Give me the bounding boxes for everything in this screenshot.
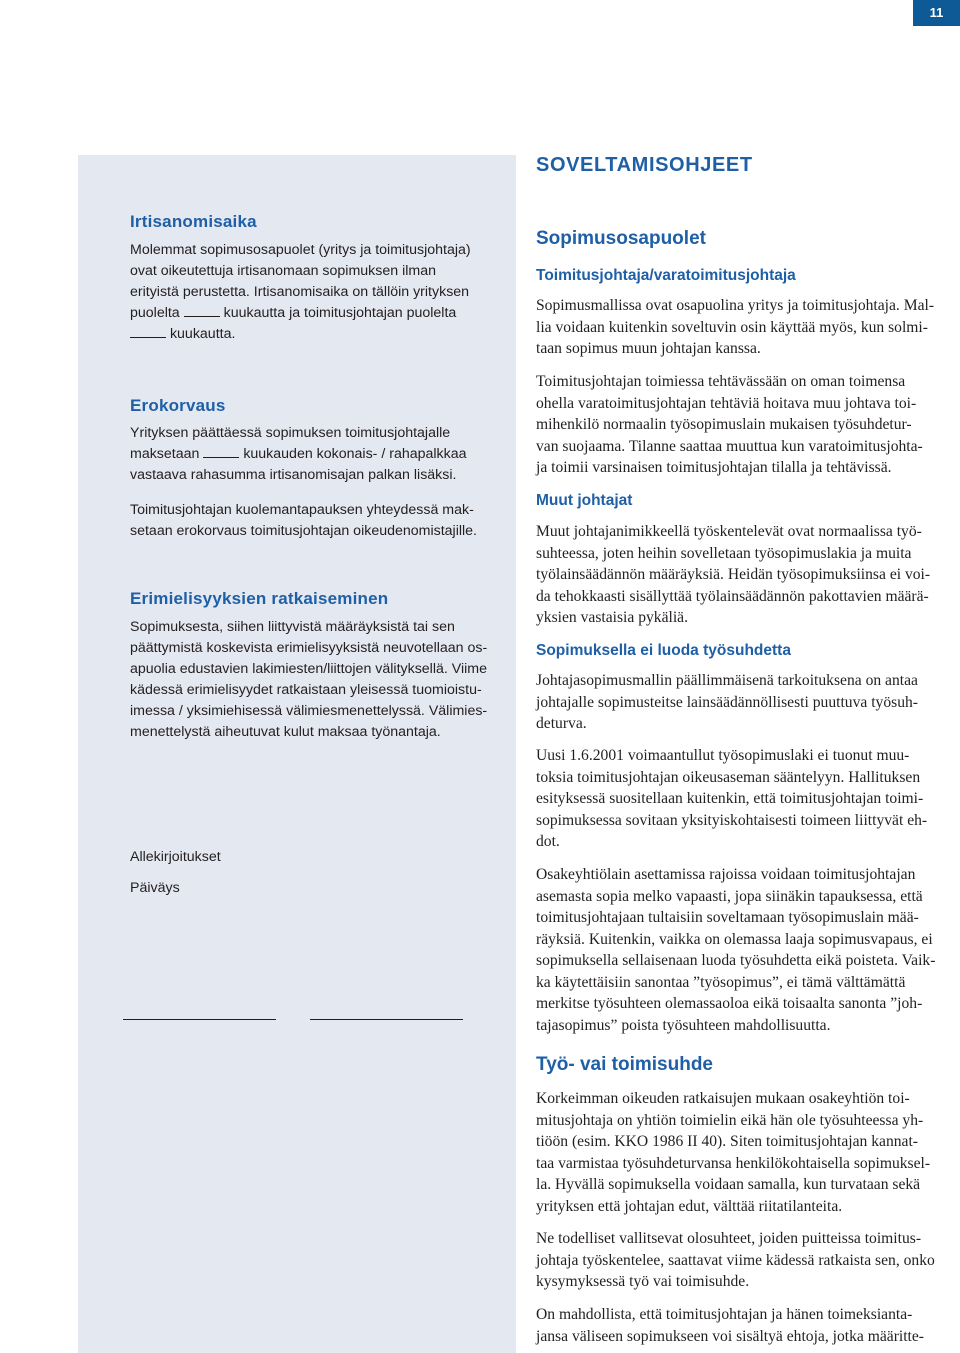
text-line: taa varmistaa työsuhdeturvansa henkilökohtaisella sopimuksel- (536, 1154, 931, 1172)
text-line: Muut johtajanimikkeellä työskentelevät ovat normaalissa työ- (536, 523, 922, 540)
text-fragment: kuukauden kokonais- / rahapalkkaa (243, 446, 467, 462)
text-fragment: kuukautta. (169, 326, 236, 342)
text-fragment: puolelta (130, 305, 180, 321)
text-line: taan sopimus muun johtajan kanssa. (536, 340, 761, 357)
text-line: mitusjohtaja on yhtiön toimielin eikä hän ole työsuhteessa yh- (536, 1111, 924, 1129)
blank-field-severance-months[interactable] (203, 445, 239, 458)
text-line: Uusi 1.6.2001 voimaantullut työsopimuslaki ei tuonut muu- (536, 747, 910, 764)
text-line: menettelystä aiheutuvat kulut maksaa työnantaja. (130, 724, 441, 740)
erokorvaus-heading: Erokorvaus (130, 396, 226, 415)
text-line: setaan erokorvaus toimitusjohtajan oikeudenomistajille. (130, 523, 477, 539)
text-line: Molemmat sopimusosapuolet (yritys ja toimitusjohtaja) (130, 242, 471, 258)
text-line: Johtajasopimusmallin päällimmäisenä tarkoituksena on antaa (536, 672, 918, 689)
paragraph-osakeyhtiolaki (536, 864, 960, 1036)
paragraph-tyosopimuslaki (536, 745, 960, 853)
paragraph-ehdot (536, 1304, 960, 1347)
text-line: räyksiä. Kuitenkin, vaikka on olemassa laaja sopimusvapaus, ei (536, 930, 933, 948)
text-line: kädessä erimielisyydet ratkaistaan yleisessä tuomioistu- (130, 682, 482, 698)
text-line: erityistä perustetta. Irtisanomisaika on tällöin yrityksen (130, 284, 470, 300)
irtisanomisaika-text (130, 240, 471, 345)
erokorvaus-text (130, 423, 467, 486)
paragraph-tarkoitus (536, 670, 960, 735)
paragraph-sopimusmalli (536, 295, 960, 360)
tyo-vai-toimisuhde-heading: Työ- vai toimisuhde (536, 1054, 714, 1075)
text-line: johtajalle sopimusteitse lainsäädännöllisesti puuttuva työsuh- (536, 693, 918, 711)
text-line: toksia toimitusjohtajan oikeusaseman sääntelyyn. Hallituksen (536, 768, 921, 786)
irtisanomisaika-heading: Irtisanomisaika (130, 212, 257, 231)
text-line: ja toimii varsinaisen toimitusjohtajan tilalla ja tehtävissä. (536, 459, 892, 476)
blank-field-ceo-months[interactable] (130, 325, 166, 338)
blank-field-company-months[interactable] (184, 304, 220, 317)
text-line: tajasopimus” poista työsuhteen mahdollisuutta. (536, 1016, 831, 1034)
text-line: imessa / yksimiehisessä välimiesmenettelyssä. Välimies- (130, 703, 488, 719)
osapuolet-heading: Sopimusosapuolet (536, 228, 706, 249)
text-line: deturva. (536, 715, 587, 732)
text-line: ohella varatoimitusjohtajan tehtäviä hoitava muu johtava toi- (536, 394, 917, 412)
text-line: da tehokkaasti sisällyttää työlainsäädännön pakottavien määrä- (536, 587, 929, 605)
text-line: Yrityksen päättäessä sopimuksen toimitusjohtajalle (130, 425, 451, 441)
text-line: dot. (536, 833, 560, 850)
text-line: Osakeyhtiölain asettamissa rajoissa voidaan toimitusjohtajan (536, 866, 916, 883)
paragraph-muut-johtajat (536, 521, 960, 629)
text-line: Toimitusjohtajan kuolemantapauksen yhteydessä mak- (130, 502, 474, 518)
text-line: esityksessä suositellaan kuitenkin, että toimitusjohtajan toimi- (536, 790, 924, 807)
signature-line-ceo[interactable] (310, 1019, 463, 1020)
text-line: Sopimuksesta, siihen liittyvistä määräyksistä tai sen (130, 619, 455, 635)
text-fragment: kuukautta ja toimitusjohtajan puolelta (223, 305, 457, 321)
text-line: työlainsäädännön määräyksiä. Heidän työsopimuksiinsa ei voi- (536, 566, 931, 583)
page-number: 11 (913, 0, 960, 26)
text-line: On mahdollista, että toimitusjohtajan ja hänen toimeksianta- (536, 1306, 913, 1323)
text-line: ka käytettäisiin sanontaa ”työsopimus”, ei tämä välttämättä (536, 973, 906, 991)
erimielisyys-text (130, 617, 487, 743)
text-line: la. Hyvällä sopimuksella voidaan samalla, kun turvataan sekä (536, 1176, 921, 1193)
text-line: suhteessa, joten heihin sovelletaan työsopimuslakia ja muita (536, 544, 912, 562)
text-line: yksien vastaisia pykäliä. (536, 609, 689, 626)
text-line: van suojaama. Tilanne saattaa muuttua kun varatoimitusjohta- (536, 437, 923, 455)
text-line: lia voidaan kuitenkin soveltuvin osin käyttää myös, kun solmi- (536, 318, 928, 336)
text-line (130, 324, 471, 345)
text-line: Toimitusjohtajan toimiessa tehtävässään on oman toimensa (536, 373, 906, 390)
text-line: jansa väliseen sopimukseen voi sisältyä ehtoja, jotka määritte- (536, 1327, 925, 1345)
text-line: Korkeimman oikeuden ratkaisujen mukaan osakeyhtiön toi- (536, 1090, 910, 1107)
text-line: asemasta sopia melko vapaasti, jopa siinäkin tapauksessa, että (536, 887, 923, 905)
text-line: kysymyksessä työ vai toimisuhde. (536, 1273, 750, 1290)
muut-johtajat-heading: Muut johtajat (536, 492, 633, 509)
text-line: ovat oikeutettuja irtisanomaan sopimuksen ilman (130, 263, 436, 279)
text-line: apuolia edustavien lakimiesten/liittojen välityksellä. Viime (130, 661, 487, 677)
text-line: sopimuksessa sovitaan yksityiskohtaisesti toimeen liittyvät eh- (536, 811, 928, 829)
paragraph-olosuhteet (536, 1228, 960, 1293)
text-line (130, 303, 471, 324)
erokorvaus-death-text (130, 500, 477, 542)
toimitusjohtaja-subheading: Toimitusjohtaja/varatoimitusjohtaja (536, 267, 796, 284)
text-line (130, 444, 467, 465)
text-line: sopimuksella sellaisenaan luoda työsuhdetta eikä poisteta. Vaik- (536, 952, 936, 969)
ei-luoda-heading: Sopimuksella ei luoda työsuhdetta (536, 642, 791, 659)
text-line: päättymistä koskevista erimielisyyksistä neuvotellaan os- (130, 640, 488, 656)
text-line: mihenkilö normaalin työsopimuslain mukaisen työsuhdetur- (536, 416, 912, 433)
text-fragment: maksetaan (130, 446, 200, 462)
text-line: toimitusjohtajaan tultaisiin soveltamaan työsopimuslain mää- (536, 909, 919, 926)
paragraph-varatoimitusjohtaja (536, 371, 960, 479)
text-line: vastaava rahasumma irtisanomisajan palkan lisäksi. (130, 467, 457, 483)
text-line: yrityksen että johtajan edut, välttää riitatilanteita. (536, 1197, 843, 1215)
signature-line-company[interactable] (123, 1019, 276, 1020)
text-line: Ne todelliset vallitsevat olosuhteet, joiden puitteissa toimitus- (536, 1230, 922, 1247)
text-line: johtaja työskentelee, saattavat viime kädessä ratkaista sen, onko (536, 1251, 935, 1269)
paragraph-korkein-oikeus (536, 1088, 960, 1217)
text-line: merkitse työsuhteen olemassaoloa eikä toisaalta sanonta ”joh- (536, 995, 923, 1012)
page-title: SOVELTAMISOHJEET (536, 154, 753, 176)
text-line: tiöön (esim. KKO 1986 II 40). Siten toimitusjohtajan kannat- (536, 1133, 918, 1150)
signatures-label: Allekirjoitukset (130, 849, 221, 865)
date-label: Päiväys (130, 880, 180, 896)
text-line: Sopimusmallissa ovat osapuolina yritys ja toimitusjohtaja. Mal- (536, 297, 935, 314)
erimielisyys-heading: Erimielisyyksien ratkaiseminen (130, 589, 389, 608)
